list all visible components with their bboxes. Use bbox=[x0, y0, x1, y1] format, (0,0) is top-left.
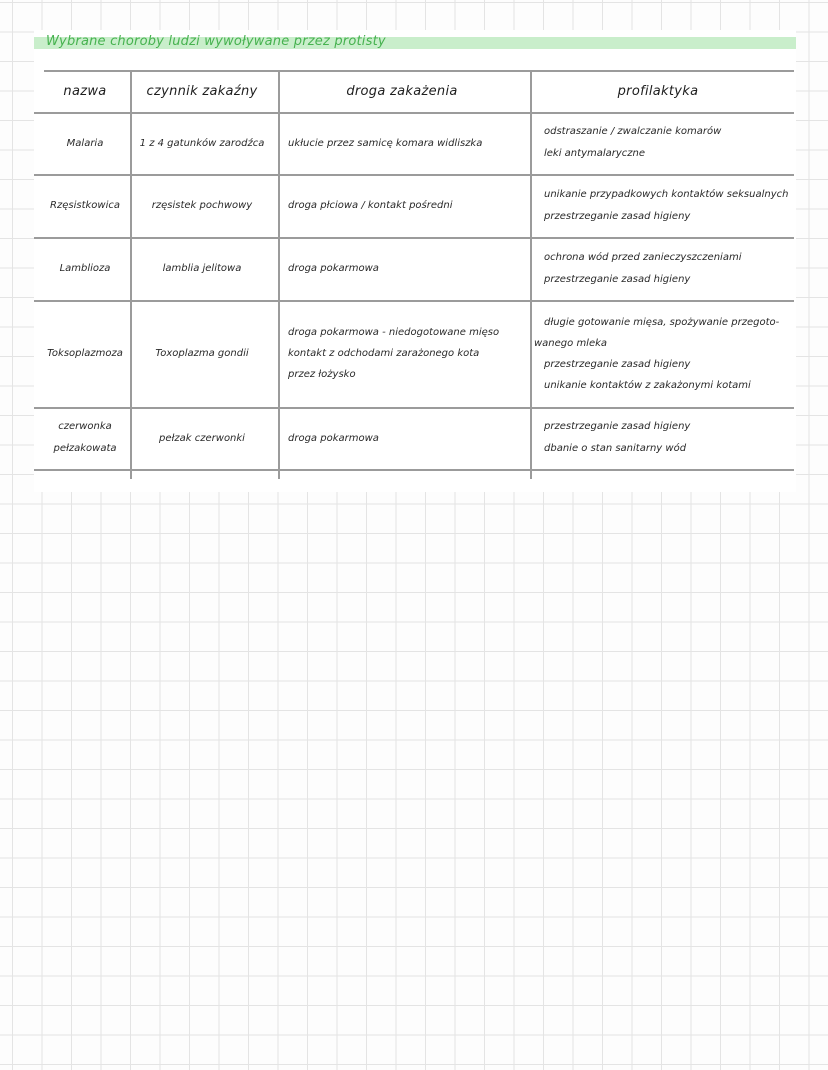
table-cell-profilaktyka bbox=[534, 300, 786, 407]
cell-text-line: lamblia jelitowa bbox=[162, 263, 242, 274]
cell-text-line: unikanie przypadkowych kontaktów seksualnych bbox=[544, 188, 789, 200]
table-cell-droga bbox=[288, 112, 526, 174]
cell-text-line: droga pokarmowa bbox=[288, 432, 379, 444]
table-cell-profilaktyka bbox=[544, 407, 786, 469]
table-cell-profilaktyka bbox=[544, 237, 786, 300]
cell-text-line: Malaria bbox=[66, 137, 104, 149]
table-cell-czynnik bbox=[130, 174, 274, 237]
cell-text-line: przez łożysko bbox=[288, 369, 356, 380]
table-cell-czynnik bbox=[130, 407, 274, 469]
cell-text-line: leki antymalaryczne bbox=[544, 148, 646, 159]
table-cell-nazwa bbox=[44, 407, 126, 469]
cell-text-line: czerwonka bbox=[58, 421, 112, 432]
cell-text-line: przestrzeganie zasad higieny bbox=[544, 358, 691, 370]
table-cell-nazwa bbox=[44, 112, 126, 174]
cell-text-line: ochrona wód przed zanieczyszczeniami bbox=[544, 251, 742, 263]
cell-text-line: droga pokarmowa bbox=[288, 263, 379, 274]
cell-text-line: Rzęsistkowica bbox=[50, 200, 120, 211]
cell-text-line: przestrzeganie zasad higieny bbox=[544, 210, 691, 222]
table-column-divider bbox=[530, 70, 532, 479]
cell-text-line: kontakt z odchodami zarażonego kota bbox=[288, 348, 480, 359]
table-row-divider bbox=[34, 469, 794, 471]
cell-text-line: unikanie kontaktów z zakażonymi kotami bbox=[544, 379, 751, 391]
cell-text-line: droga płciowa / kontakt pośredni bbox=[288, 200, 453, 211]
table-cell-czynnik bbox=[130, 237, 274, 300]
cell-text-line: odstraszanie / zwalczanie komarów bbox=[544, 126, 722, 137]
table-cell-nazwa bbox=[44, 237, 126, 300]
cell-text-line: 1 z 4 gatunków zarodźca bbox=[139, 137, 265, 149]
cell-text-line: Lamblioza bbox=[59, 263, 111, 274]
table-header-cell bbox=[130, 70, 274, 112]
cell-text-line: przestrzeganie zasad higieny bbox=[544, 421, 691, 432]
table-cell-czynnik bbox=[130, 112, 274, 174]
table-cell-droga bbox=[288, 407, 526, 469]
cell-text-line: droga pokarmowa - niedogotowane mięso bbox=[288, 327, 500, 338]
cell-text-line: długie gotowanie mięsa, spożywanie przegoto- bbox=[544, 316, 780, 328]
table-header-cell bbox=[44, 70, 126, 112]
cell-text-line: dbanie o stan sanitarny wód bbox=[544, 443, 687, 454]
header-label: nazwa bbox=[63, 83, 107, 99]
header-label: profilaktyka bbox=[617, 83, 699, 99]
table-cell-droga bbox=[288, 300, 526, 407]
cell-text-line: Toxoplazma gondii bbox=[155, 348, 249, 359]
page-title: Wybrane choroby ludzi wywoływane przez protisty bbox=[46, 34, 386, 49]
table-header-cell bbox=[278, 70, 526, 112]
cell-text-line: rzęsistek pochwowy bbox=[151, 200, 253, 211]
table-cell-czynnik bbox=[130, 300, 274, 407]
table-column-divider bbox=[278, 70, 280, 479]
cell-text-line: przestrzeganie zasad higieny bbox=[544, 273, 691, 285]
table-cell-nazwa bbox=[44, 300, 126, 407]
cell-text-line: pełzak czerwonki bbox=[159, 432, 245, 444]
cell-text-line: Toksoplazmoza bbox=[47, 348, 123, 359]
table-cell-profilaktyka bbox=[544, 174, 789, 237]
header-label: droga zakażenia bbox=[346, 83, 458, 99]
cell-text-line: wanego mleka bbox=[534, 337, 608, 349]
table-cell-droga bbox=[288, 237, 526, 300]
cell-text-line: ukłucie przez samicę komara widliszka bbox=[288, 137, 483, 149]
table-cell-droga bbox=[288, 174, 526, 237]
cell-text-line: pełzakowata bbox=[53, 443, 117, 454]
table-header-cell bbox=[530, 70, 786, 112]
table-cell-nazwa bbox=[44, 174, 126, 237]
header-label: czynnik zakaźny bbox=[146, 83, 258, 99]
table-cell-profilaktyka bbox=[544, 112, 786, 174]
